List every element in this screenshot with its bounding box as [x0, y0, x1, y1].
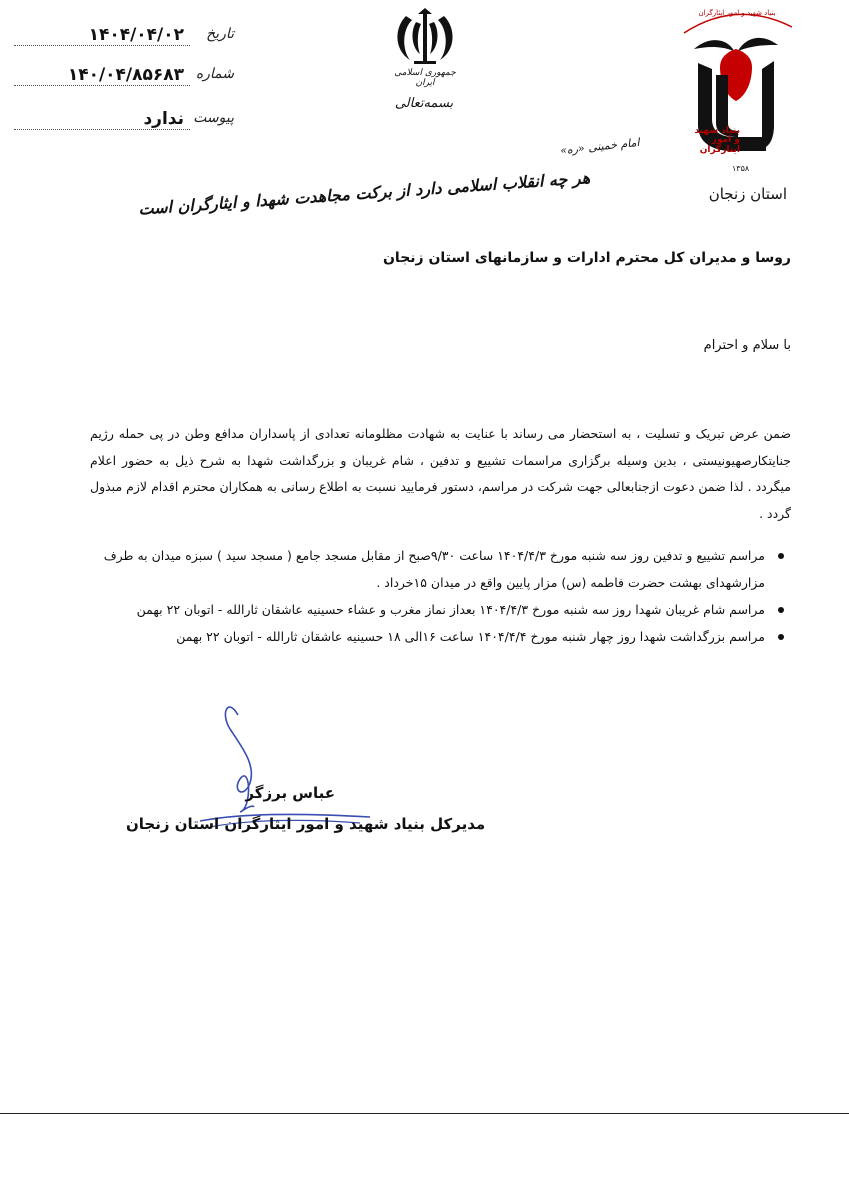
- attachment-dotted-line: [14, 129, 190, 130]
- list-item: [90, 623, 791, 650]
- list-item: [90, 596, 791, 623]
- emblem-caption: جمهوری اسلامی ایران: [394, 68, 456, 88]
- body-paragraph: ضمن عرض تبریک و تسلیت ، به استحضار می رساند با عنایت به شهادت مظلومانه تعدادی از پاسداران مدافع وطن در پی حمله رژیم جنایتکارصهیونیستی ، بدین وسیله برگزاری مراسمات تشییع و تدفین ، شام غریبان و بزرگداشت شهدا به شرح ذیل به حضور اعلام میگردد . لذا ضمن دعوت ازجنابعالی جهت شرکت در مراسم، دستور فرمایید نسبت به اطلاع رسانی به همکاران محترم اقدام لازم مبذول گردد .: [90, 426, 791, 521]
- bullet-icon: [778, 607, 784, 613]
- date-label: تاریخ: [206, 26, 234, 42]
- province-label: استان زنجان: [708, 185, 787, 203]
- motto-attribution: امام خمینی «ره»: [559, 135, 641, 158]
- attachment-field: [14, 110, 234, 134]
- number-field: [14, 66, 234, 90]
- date-field: [14, 26, 234, 50]
- date-dotted-line: [14, 45, 190, 46]
- number-value: ۱۴۰/۰۴/۸۵۶۸۳: [67, 65, 184, 85]
- signer-name: عباس برزگر: [245, 784, 335, 802]
- motto-text: هر چه انقلاب اسلامی دارد از برکت مجاهدت شهدا و ایثارگران است: [137, 168, 591, 219]
- signer-title: مدیرکل بنیاد شهید و امور ایثارگران استان زنجان: [126, 815, 486, 833]
- event-item-text: مراسم شام غریبان شهدا روز سه شنبه مورخ ۱۴۰۴/۴/۳ بعداز نماز مغرب و عشاء حسینیه عاشقان ثارالله - اتوبان ۲۲ بهمن: [136, 602, 765, 617]
- number-label: شماره: [195, 66, 234, 82]
- bismillah: بسمه‌تعالی: [394, 96, 454, 111]
- date-value: ۱۴۰۴/۰۴/۰۲: [88, 25, 184, 45]
- bullet-icon: [778, 553, 784, 559]
- footer-divider: [0, 1113, 849, 1114]
- number-dotted-line: [14, 85, 190, 86]
- attachment-label: پیوست: [193, 110, 234, 126]
- iran-emblem-icon: [390, 8, 460, 68]
- logo-arc-text: بنیاد شهید و امور ایثارگران: [698, 9, 776, 17]
- attachment-value: ندارد: [143, 109, 184, 129]
- event-item-text: مراسم بزرگداشت شهدا روز چهار شنبه مورخ ۱۴۰۴/۴/۴ ساعت ۱۶الی ۱۸ حسینیه عاشقان ثارالله - اتوبان ۲۲ بهمن: [176, 629, 765, 644]
- logo-year: ۱۳۵۸: [732, 164, 750, 173]
- event-item-text: مراسم تشییع و تدفین روز سه شنبه مورخ ۱۴۰۴/۴/۳ ساعت ۹/۳۰صبح از مقابل مسجد جامع ( مسجد سید ) سبزه میدان به طرف مزارشهدای بهشت حضرت فاطمه (س) مزار پایین واقع در میدان ۱۵خرداد .: [103, 548, 765, 590]
- logo-label: بنیاد شهید و امور ایثارگران: [694, 126, 740, 155]
- event-list: [90, 542, 791, 650]
- greeting: با سلام و احترام: [703, 338, 791, 353]
- recipient: روسا و مدیران کل محترم ادارات و سازمانهای استان زنجان: [382, 250, 791, 266]
- bullet-icon: [778, 634, 784, 640]
- list-item: [90, 542, 791, 596]
